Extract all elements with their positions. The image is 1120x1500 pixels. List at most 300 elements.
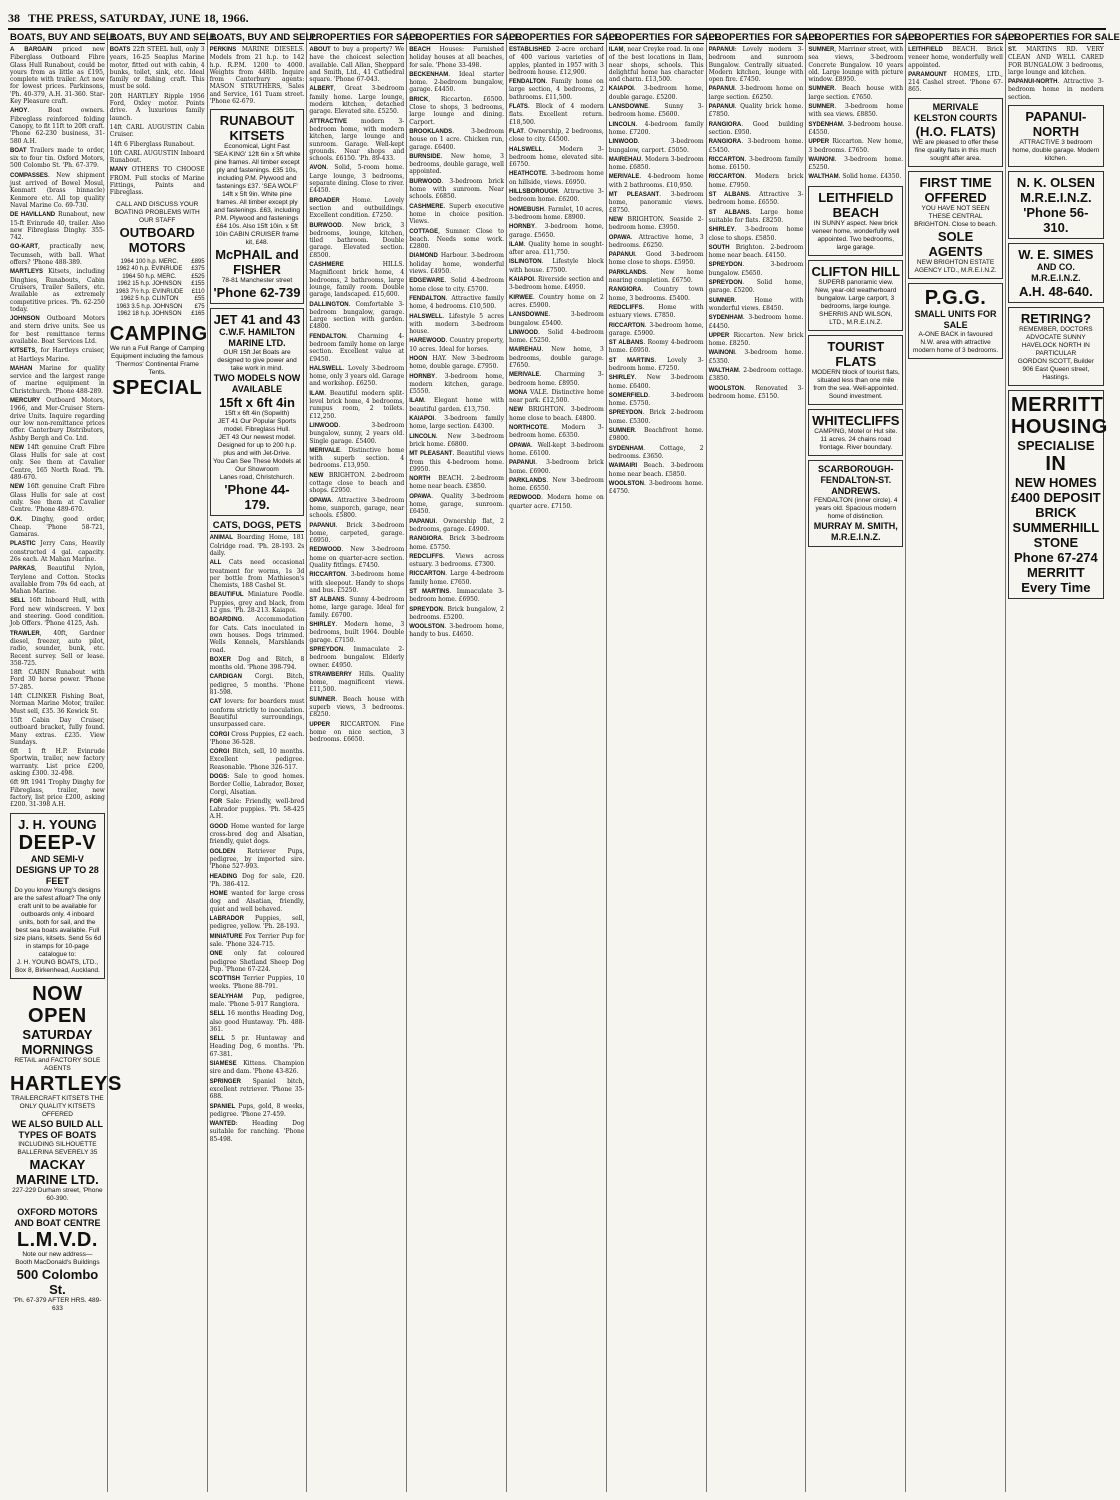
- classified-ad: BROADER Home. Lovely section and outbuildings. Excellent condition. £7250.: [309, 196, 405, 220]
- display-line: (H.O. FLATS): [915, 123, 996, 139]
- classified-ad: HEADING Dog for sale, £20. 'Ph. 386-412.: [209, 872, 305, 888]
- classified-ad: PLASTIC Jerry Cans, Heavily constructed 4 gal. capacity. 26s each. At Mahan Marine.: [10, 540, 105, 563]
- classified-ad: SPREYDON. Brick bungalow, 2 bedrooms. £5200.: [409, 605, 504, 621]
- display-line: MERRITT: [1026, 565, 1085, 581]
- display-line: SUPERB panoramic view. New, year-old weatherboard bungalow. Large carport, 3 bedrooms, large lounge.: [815, 278, 897, 310]
- classified-ad: A BARGAIN priced new Fiberglass Outboard Fibre Glass Hull Runabout, could be yours from as little as £195, complete with trailer. Act now for lowest prices. Parkinsons, 'Ph. 40-379, A.H. 31-360. Star-Key Pleasure craft.: [10, 46, 105, 106]
- column-9: [806, 32, 921, 1492]
- classified-ad: FENDALTON. Charming 4-bedroom family home on large section. Excellent value at £9450.: [309, 332, 405, 363]
- display-advertisement: [1008, 307, 1104, 386]
- column-heading: PROPERTIES FOR SALE: [309, 32, 422, 43]
- classified-ad: PARKAS, Beautiful Nylon, Terylene and Cotton. Stocks available from 79s 6d each, at Mahan Marine.: [10, 565, 105, 596]
- price-row: [110, 266, 205, 274]
- classified-ad: KITSETS, for Hartleys cruiser, at Hartleys Marine.: [10, 347, 105, 363]
- classified-ad: ST MARTINS. Lovely 3-bedroom home. £7250.: [608, 356, 704, 372]
- classified-ad: HEATHCOTE. 3-bedroom home on hillside, views. £6950.: [508, 170, 604, 186]
- classified-ad: WOOLSTON. 3-bedroom home, handy to bus. £4650.: [409, 623, 504, 639]
- display-line: CAMPING, Motel or Hut site. 11 acres. 24 chains road frontage. River boundary.: [814, 427, 898, 451]
- display-line: RETAIL and FACTORY SOLE AGENTS: [14, 1056, 101, 1072]
- display-line: 'SEA KING' 12ft 6in x 5ft white pine frames. All timber except ply and fastenings. £35 10s, including P.M. Plywood and fastenings £37. 'SEA WOLF' 14ft x 5ft 9in. White pine frames. All timber except ply and fastenings. £63, including P.M. Plywood and fastenings £64 10s. Also 15ft 10in. x 5ft 10in CABIN CRUISER frame kit, £48.: [213, 151, 301, 247]
- classified-ad: HOON HAY. New 3-bedroom home, double garage. £7950.: [409, 354, 504, 371]
- classified-ad: ALL Cats need occasional treatment for worms, 1s 3d per bottle from Mathieson's Chemists, 188 Cashel St.: [209, 559, 305, 590]
- classified-ad: LANSDOWNE. Sunny 3-bedroom home. £5600.: [608, 103, 704, 119]
- column-heading: PROPERTIES FOR SALE: [908, 32, 1021, 43]
- classified-ad: SOUTH Brighton. 2-bedroom home near beach. £4150.: [708, 243, 804, 260]
- classified-ad: RANGIORA. Brick 3-bedroom home. £5750.: [409, 535, 504, 551]
- display-advertisement: [10, 982, 122, 1203]
- column-heading: PROPERTIES FOR SALE: [508, 32, 621, 43]
- classified-ad: WALTHAM. Solid home. £4350.: [808, 173, 902, 181]
- classified-ad: DOGS: Sale to good homes. Border Collie, Labrador, Boxer, Corgi, Alsatian.: [209, 772, 305, 796]
- classified-ad: BEACH Houses: Furnished holiday houses at all beaches, for sale. 'Phone 33-498.: [409, 46, 504, 69]
- classified-ad: HOMEBUSH. Farmlet, 10 acres, 3-bedroom home. £8900.: [508, 205, 604, 221]
- classified-ad: LINCOLN. New 3-bedroom brick home. £6800.: [409, 432, 504, 448]
- display-advertisement: [808, 335, 903, 405]
- display-advertisement: [110, 259, 205, 319]
- classified-ad: SCOTTISH Terrier Puppies, 10 weeks. 'Phone 88-791.: [209, 975, 305, 991]
- display-line: OUR 15ft Jet Boats are designed to give power and take work in mind.: [217, 349, 297, 373]
- masthead: [8, 6, 1106, 30]
- display-line: REMEMBER, DOCTORS ADVOCATE SUNNY HAVELOCK NORTH IN PARTICULAR: [1019, 326, 1093, 358]
- classified-ad: MERIVALE. 4-bedroom home with 2 bathrooms. £10,950.: [608, 173, 704, 189]
- classified-ad: WAINONI. 3-bedroom home. £5250.: [808, 155, 904, 172]
- classified-ad: AVON. Solid, 5-room home. Large lounge, 3 bedrooms, separate dining. Close to river. £4450.: [309, 164, 405, 195]
- classified-ad: ESTABLISHED 2-acre orchard of 400 various varieties of apples, planted in 1957 with 3 bedroom house. £12,900.: [508, 46, 604, 76]
- price-row: [110, 296, 205, 304]
- display-advertisement: [808, 460, 903, 547]
- classified-ad: BOARDING. Accommodation for Cats. Cats inoculated in own houses. Dogs trimmed. Wells Kennels, Marshlands road.: [209, 616, 305, 654]
- classified-ad: BURNSIDE. New home, 3 bedrooms, double garage, well appointed.: [409, 152, 504, 176]
- display-line: STONE: [1033, 535, 1079, 551]
- display-line: RETIRING?: [1020, 311, 1091, 327]
- classified-ad: SPREYDON. Immaculate 2-bedroom bungalow. Elderly owner. £4950.: [309, 645, 405, 669]
- display-line: FENDALTON (inner circle). 4 years old. Spacious modern home of distinction.: [813, 496, 898, 520]
- classified-ad: HALSWELL. Lifestyle 5 acres with modern 3-bedroom house.: [409, 312, 504, 336]
- display-line: SCARBOROUGH-FENDALTON-ST. ANDREWS.: [818, 463, 894, 496]
- classified-ad: BOAT Trailers made to order, six to four tin. Oxford Motors, 500 Colombo St. 'Ph. 67-379.: [10, 146, 105, 170]
- classified-ad: ABOUT to buy a property? We have the choicest selection available. Call Allan, Sheppard and Smith, Ltd., 41 Cathedral square. 'Phone 67-043.: [309, 46, 405, 84]
- display-line: IN: [1045, 453, 1067, 476]
- display-line: 15ft x 6ft 4in (Sopwith): [224, 410, 290, 418]
- classified-ad: ST ALBANS. Large home suitable for flats. £8250.: [708, 208, 804, 224]
- display-advertisement: [808, 409, 903, 456]
- classified-ad: PERKINS MARINE DIESELS. Models from 21 h.p. to 142 h.p. R.P.M. 1200 to 4000. Weights from 448lb. Inquire from Canterbury agents: MASON STRUTHERS, Sales and Service, 161 Tuam street. 'Phone 62-679.: [209, 46, 305, 106]
- display-line: MODERN block of tourist flats, situated less than one mile from the sea. Well-appointed. Sound investment.: [811, 368, 900, 400]
- display-line: C.W.F. HAMILTON MARINE LTD.: [219, 327, 295, 349]
- item-name: 1964 100 h.p. MERC.: [120, 258, 179, 265]
- classified-ad: PAPANUI. Ownership flat, 2 bedrooms, garage. £4900.: [409, 517, 504, 533]
- classified-ad: KAIAPOI. Riverside section and 3-bedroom home. £4950.: [508, 276, 604, 292]
- classified-ad: 18ft CABIN Runabout with Ford 30 horse power. 'Phone 57-285.: [10, 669, 105, 691]
- display-line: INCLUDING SILHOUETTE BALLERINA SEVERELY 35: [17, 1140, 98, 1156]
- classified-ad: PAPANUI. Quality brick home. £7850.: [708, 103, 804, 119]
- classified-ad: CORGI Bitch, sell, 10 months. Excellent pedigree. Reasonable. 'Phone 326-517.: [209, 748, 305, 771]
- display-line: CLIFTON HILL: [811, 263, 901, 279]
- classified-ad: RICCARTON. 3-bedroom family home. £6150.: [708, 155, 804, 172]
- classified-ad: BURWOOD. New brick, 3 bedrooms, lounge, kitchen, tiled bathroom. Double garage. Elevated section. £8500.: [309, 221, 405, 259]
- classified-ad: CAT lovers: for boarders must conform strictly to inoculation. Beautiful surroundings, unsurpassed care.: [209, 698, 305, 729]
- classified-ad: SYDENHAM. Cottage, 2 bedrooms. £3650.: [608, 444, 704, 460]
- display-line: MERIVALE KELSTON COURTS: [913, 101, 998, 123]
- display-line: We run a Full Range of Camping Equipment including the famous 'Thermos' Continental Frame Tents.: [109, 344, 205, 376]
- classified-ad: GOLDEN Retriever Pups, pedigree, by imported sire. 'Phone 527-993.: [209, 847, 305, 871]
- classified-ad: ST MARTINS. Immaculate 3-bedroom home. £6950.: [409, 588, 504, 604]
- display-line: OUTBOARD MOTORS: [119, 224, 195, 255]
- display-line: 227-229 Durham street, 'Phone 60-390.: [12, 1186, 103, 1202]
- display-line: YOU HAVE NOT SEEN THESE CENTRAL BRIGHTON. Close to beach.: [914, 204, 998, 228]
- column-6: [507, 32, 621, 1492]
- display-advertisement: [908, 283, 1003, 359]
- display-line: JET 41 and 43: [213, 312, 301, 328]
- item-name: 1963 7½ h.p. EVINRUDE: [115, 288, 184, 295]
- display-line: FIRST TIME OFFERED: [919, 174, 992, 205]
- price-row: [110, 281, 205, 289]
- classified-ad: ST ALBANS. Attractive 3-bedroom home. £6550.: [708, 191, 804, 207]
- classified-ad: SPREYDON. 3-bedroom bungalow. £5650.: [708, 261, 804, 277]
- column-4: [307, 32, 422, 1492]
- classified-ad: ILAM, near Creyke road. In one of the best locations in Ilam, near shops, schools. This delightful home has character and charm. £13,500.: [608, 46, 704, 84]
- price-table: [110, 259, 205, 319]
- price-row: [110, 259, 205, 267]
- display-line: SPECIAL: [112, 376, 203, 399]
- classified-ad: UPPER Riccarton. New home, 3 bedrooms. £7650.: [808, 138, 904, 154]
- display-line: WE ALSO BUILD ALL TYPES OF BOATS: [11, 1118, 104, 1140]
- display-advertisement: [210, 109, 305, 304]
- display-line: PAPANUI-NORTH: [1025, 109, 1087, 140]
- classified-ad: PAPANUI. Brick 3-bedroom home, carpeted, garage. £6950.: [309, 521, 405, 545]
- classified-ad: UPPER Riccarton. New brick home. £8250.: [708, 331, 804, 348]
- column-heading: PROPERTIES FOR SALE: [708, 32, 821, 43]
- display-line: HOUSING: [1010, 416, 1108, 439]
- classified-ad: PAPANUI. Good 3-bedroom home close to shops. £5950.: [608, 251, 704, 267]
- classified-ad: MAIREHAU. New home, 3 bedrooms, double garage. £7650.: [508, 346, 604, 369]
- item-price: £165: [191, 311, 205, 318]
- classified-ad: EDGEWARE. Solid 4-bedroom home close to city. £5700.: [409, 277, 504, 293]
- display-advertisement: [808, 186, 903, 256]
- newspaper-page: [8, 6, 1120, 1494]
- newspaper-dateline: THE PRESS, SATURDAY, JUNE 18, 1966.: [28, 11, 249, 25]
- classified-ad: BROOKLANDS. 3-bedroom house on 1 acre. Chicken run, garage. £6400.: [409, 127, 504, 151]
- price-row: [110, 304, 205, 312]
- item-name: 1962 18 h.p. JOHNSON: [117, 311, 182, 318]
- classified-ad: SYDENHAM. 3-bedroom house. £4550.: [808, 120, 904, 136]
- classified-ad: SUMNER. 3-bedroom home with sea views. £8850.: [808, 103, 904, 119]
- classified-ad: DIAMOND Harbour. 3-bedroom holiday home, wonderful views. £4950.: [409, 252, 504, 276]
- classified-ad: MERCURY Outboard Motors, 1966, and Mer-Cruiser Stern-drive Units. Inquire regarding our low non-remittance prices offer. Canterbury Distributors, Ashby Bergh and Co. Ltd.: [10, 397, 105, 442]
- classified-ad: ST ALBANS. Roomy 4-bedroom home. £6950.: [608, 339, 704, 355]
- classified-ad: LINCOLN. 4-bedroom family home. £7200.: [608, 120, 704, 136]
- display-line: 'Ph. 67-379 AFTER HRS. 489-633: [13, 1296, 102, 1312]
- classified-ad: HORNBY. 3-bedroom home, modern kitchen, garage. £5550.: [409, 372, 504, 396]
- display-line: A.H. 48-640.: [1019, 284, 1093, 300]
- item-price: £110: [191, 288, 205, 295]
- item-price: £895: [191, 258, 205, 265]
- classified-ad: WOOLSTON. 3-bedroom home. £4750.: [608, 479, 704, 496]
- display-line: MERRITT: [1010, 394, 1104, 417]
- display-line: ATTRACTIVE 3 bedroom home, double garage. Modern kitchen.: [1012, 139, 1100, 163]
- item-name: 1962 15 h.p. JOHNSON: [117, 281, 182, 288]
- classified-ad: 15ft Cabin Day Cruiser, outboard bracket, fully found. Many extras. £235. View Sundays.: [10, 716, 105, 746]
- classified-ad: MT PLEASANT. Beautiful views from this 4-bedroom home. £9950.: [409, 450, 504, 473]
- display-advertisement: [1008, 390, 1108, 599]
- classified-ad: HORNBY. 3-bedroom home, garage. £5650.: [508, 223, 604, 239]
- display-line: N. K. OLSEN: [1016, 175, 1095, 191]
- classified-ad: NEW 16ft genuine Craft Fibre Glass Hulls for sale at cost only. See them at Cavalier Centre. 'Phone 489-670.: [10, 483, 105, 514]
- classified-ad: BOXER Dog and Bitch, 8 months old. 'Phone 398-794.: [209, 655, 305, 672]
- classified-ad: KIRWEE. Country home on 2 acres. £5900.: [508, 293, 604, 309]
- classified-ad: RICCARTON. 3-bedroom home, garage. £5900.: [608, 321, 704, 337]
- classified-ad: 14ft 6 Fiberglass Runabout.: [109, 140, 195, 148]
- classified-ad: BRICK, Riccarton. £6500. Close to shops, 3 bedrooms, large lounge and dining. Carport.: [409, 95, 504, 126]
- classified-ad: NEW BRIGHTON. 3-bedroom home close to beach. £4800.: [508, 406, 604, 422]
- classified-ad: OPAWA. Well-kept 3-bedroom home. £6100.: [508, 441, 604, 457]
- display-line: TOURIST FLATS: [827, 338, 885, 369]
- item-name: 1963 3.5 h.p. JOHNSON: [116, 303, 183, 310]
- display-line: A-ONE BACK in favoured N.W. area with attractive modern home of 3 bedrooms.: [912, 330, 999, 354]
- display-line: JET 41 Our Popular Sports model. Fibreglass Hull.: [218, 418, 296, 434]
- classified-ad: JOHNSON Outboard Motors and stern drive units. See us for best remittance terms available. Boat Services Ltd.: [10, 315, 105, 345]
- display-line: OXFORD MOTORS AND BOAT CENTRE: [14, 1206, 101, 1228]
- classified-ad: SUMNER. Beach house with superb views, 3 bedrooms. £8250.: [309, 695, 405, 719]
- column-heading: BOATS, BUY AND SELL: [10, 32, 118, 43]
- classified-ad: SUMNER. Home with wonderful views. £8450.: [708, 296, 804, 312]
- display-advertisement: [808, 260, 903, 331]
- display-line: £400 DEPOSIT: [1011, 490, 1101, 506]
- classified-ad: 20ft HARTLEY Ripple 1956 Ford, Oxley motor. Points drive. A luxurious family launch.: [109, 92, 205, 122]
- display-line: MACKAY MARINE LTD.: [15, 1156, 99, 1187]
- display-line: AND SEMI-V DESIGNS UP TO 28 FEET: [16, 853, 99, 886]
- display-line: GORDON SCOTT, Builder: [1017, 358, 1094, 366]
- display-line: 500 Colombo St.: [16, 1266, 99, 1297]
- classified-ad: DALLINGTON. Comfortable 3-bedroom bungalow, garage. Large section with garden. £4800.: [309, 300, 405, 331]
- classified-ad: WALTHAM. 2-bedroom cottage. £3850.: [708, 366, 804, 383]
- classified-ad: WANTED: Heading Dog suitable for ranching. 'Phone 85-498.: [209, 1120, 305, 1143]
- classified-ad: 6ft 9ft 1941 Trophy Dinghy for Fibreglass, trailer, new factory, list price £200, asking £200. 31-398 A.H.: [10, 779, 105, 809]
- display-line: Lanes road, Christchurch.: [219, 474, 295, 482]
- classified-ad: COTTAGE, Sumner. Close to beach. Needs some work. £2800.: [409, 227, 504, 251]
- column-2: [108, 32, 218, 1492]
- classified-ad: HOME wanted for large cross dog and Alsatian, friendly, quiet and well behaved.: [209, 890, 305, 913]
- classified-ad: RANGIORA. 3-bedroom home. £5450.: [708, 138, 804, 154]
- display-advertisement: [908, 98, 1003, 167]
- display-line: SPECIALISE: [1017, 438, 1095, 454]
- classified-ad: 6ft 1 ft H.P. Evinrude Sportwin, trailer, new factory warranty. List price £200, asking £300. 32-498.: [10, 748, 105, 778]
- classified-ad: MERIVALE. Charming 3-bedroom home. £8950.: [508, 371, 604, 387]
- display-line: Economical, Light Fast: [224, 143, 290, 151]
- display-line: J. H. YOUNG BOATS, LTD., Box 8, Birkenhead, Auckland.: [14, 958, 100, 974]
- classified-ad: SPREYDON. Solid home, garage. £5200.: [708, 279, 804, 295]
- display-line: TRAILERCRAFT KITSETS THE ONLY QUALITY KITSETS OFFERED: [11, 1094, 104, 1118]
- display-line: CALL AND DISCUSS YOUR BOATING PROBLEMS WITH OUR STAFF: [114, 200, 200, 224]
- classified-ad: LANSDOWNE. 3-bedroom bungalow. £5400.: [508, 311, 604, 327]
- display-line: MURRAY M. SMITH, M.R.E.I.N.Z.: [813, 520, 898, 542]
- classified-ad: MONA VALE. Distinctive home near park. £12,500.: [508, 388, 604, 405]
- classified-ad: WOOLSTON. Renovated 3-bedroom home. £5150.: [708, 384, 804, 400]
- display-line: TWO MODELS NOW AVAILABLE: [213, 373, 301, 395]
- classified-ad: MERIVALE. Distinctive home with superb section. 4 bedrooms. £13,950.: [309, 446, 405, 470]
- display-line: McPHAIL and FISHER: [215, 247, 299, 278]
- classified-ad: PARKLANDS. New home nearing completion. £6750.: [608, 268, 704, 285]
- item-name: 1964 50 h.p. MERC.: [122, 273, 177, 280]
- display-line: HARTLEYS: [10, 1072, 122, 1095]
- price-row: [110, 311, 205, 319]
- item-price: £75: [194, 303, 205, 310]
- classified-ad: RANGIORA. Country town home, 3 bedrooms. £5400.: [608, 286, 704, 302]
- classified-ad: ALBERT, Great 3-bedroom family home. Large lounge, modern kitchen, detached garage. Elevated site. £5250.: [309, 85, 405, 116]
- classified-ad: SIAMESE Kittens. Champion sire and dam. 'Phone 43-826.: [209, 1060, 305, 1076]
- item-name: 1962 5 h.p. CLINTON: [120, 296, 179, 303]
- display-line: NEW BRIGHTON ESTATE AGENCY LTD., M.R.E.I.N.Z.: [914, 258, 997, 274]
- classified-ad: SPRINGER Spaniel bitch, excellent retriever. 'Phone 35-688.: [209, 1077, 305, 1101]
- column-heading: PROPERTIES FOR SALE: [808, 32, 921, 43]
- classified-ad: RICCARTON. Large 4-bedroom family home. £7650.: [409, 570, 504, 586]
- display-line: IN SUNNY aspect. New brick veneer home, wonderfully well appointed. Two bedrooms, large garage.: [812, 219, 900, 251]
- classified-ad: KAIAPOI. 3-bedroom home, double garage. £5200.: [608, 85, 704, 101]
- display-line: 906 East Queen street, Hastings.: [1022, 366, 1090, 382]
- classified-ad: SOMERFIELD. 3-bedroom home. £5750.: [608, 391, 704, 408]
- display-advertisement: [1008, 171, 1104, 239]
- display-line: BRICK: [1035, 505, 1077, 521]
- page-number: 38: [8, 11, 20, 25]
- display-line: WE are pleased to offer these fine quality flats in this much sought after area.: [912, 138, 999, 162]
- classified-ad: OPAWA. Attractive home, 3 bedrooms. £6250.: [608, 233, 704, 249]
- classified-ad: CORGI Cross Puppies, £2 each. 'Phone 36-528.: [209, 730, 305, 746]
- price-row: [110, 289, 205, 297]
- classified-ad: 14ft CLINKER Fishing Boat, Norman Marine Motor, trailer. Must sell, £35. 36 Kewick St.: [10, 693, 105, 715]
- display-line: W. E. SIMES: [1018, 247, 1094, 263]
- item-price: £55: [194, 296, 205, 303]
- classified-ad: SHIRLEY. Modern home, 3 bedrooms, built 1964. Double garage. £7150.: [309, 621, 405, 644]
- column-heading: BOATS, BUY AND SELL: [209, 32, 318, 43]
- display-line: SMALL UNITS FOR SALE: [914, 308, 997, 330]
- classified-ad: MANY OTHERS TO CHOOSE FROM. Full stocks of Marine Fittings, Paints and Fibreglass.: [109, 166, 205, 197]
- classified-ad: FLATS. Block of 4 modern flats. Excellent return. £18,500.: [508, 103, 604, 126]
- classified-ad: SELL 16ft Inboard Hull, with Ford new windscreen. V box and steering. Good condition. Job Offers. 'Phone 4125, Ash.: [10, 597, 105, 628]
- display-line: P.G.G.: [924, 286, 987, 309]
- column-7: [607, 32, 721, 1492]
- classified-ad: O.K. Dinghy, good order, Cheap. 'Phone 58-721, Gamaras.: [10, 515, 105, 539]
- classified-ad: LEITHFIELD BEACH. Brick veneer home, wonderfully well appointed.: [908, 46, 1003, 69]
- display-line: NOW OPEN: [28, 982, 87, 1027]
- classified-ad: CASHMERE HILLS. Magnificent brick home, 4 bedrooms, 2 bathrooms, large lounge, family room. Double garage, landscaped. £15,600.: [309, 261, 405, 299]
- classified-ad: SUMNER, Marriner street, with sea views, 3-bedroom Concrete Bungalow. 10 years old. Large lounge with picture window. £8950.: [808, 46, 904, 84]
- display-line: SHERRIS AND WILSON, LTD., M.R.E.I.N.Z.: [819, 310, 893, 326]
- display-line: J. H. YOUNG: [18, 816, 97, 832]
- column-heading: PROPERTIES FOR SALE: [409, 32, 522, 43]
- section-heading: CATS, DOGS, PETS: [210, 520, 305, 532]
- classified-ad: LABRADOR Puppies, sell, pedigree, yellow. 'Ph. 28-193.: [209, 915, 305, 931]
- classified-ad: COMPASSES. New shipment just arrived of Bowel Mosul, Kenmatt (brass binnacle) Kenmore etc. All top quality Naval Marine Co. 69-730.: [10, 171, 105, 209]
- classified-ad: FLAT. Ownership, 2 bedrooms, close to city. £4500.: [508, 127, 604, 144]
- classified-ad: CASHMERE. Superb executive home in choice position. Views.: [409, 202, 504, 226]
- item-price: £155: [191, 281, 205, 288]
- display-line: 15ft x 6ft 4in: [219, 395, 295, 411]
- column-5: [407, 32, 522, 1492]
- classified-ad: NEW 14ft genuine Craft Fibre Glass Hulls for sale at cost only. See them at Cavalier Centre, 165 North Road. 'Ph. 489-670.: [10, 443, 105, 482]
- display-line: AND CO. M.R.E.I.N.Z.: [1031, 262, 1081, 284]
- display-advertisement: [10, 1207, 105, 1313]
- classified-ad: MAHAN Marine for quality service and the largest range of marine equipment in Christchurch. 'Phone 488-289.: [10, 364, 105, 395]
- classified-ad: MT PLEASANT. 3-bedroom home, panoramic views. £8750.: [608, 191, 704, 214]
- classified-ad: PAPANUI. 3-bedroom home on large section. £6250.: [708, 85, 804, 101]
- classified-ad: KAIAPOI. 3-bedroom family home, large section. £4300.: [409, 415, 504, 431]
- classified-ad: HAREWOOD. Country property, 10 acres. Ideal for horses.: [409, 337, 504, 353]
- classified-ad: HALSWELL. Modern 3-bedroom home, elevated site. £6750.: [508, 145, 604, 169]
- classified-ad: ILAM. Quality home in sought-after area. £11,750.: [508, 240, 604, 257]
- classified-ad: ATTRACTIVE modern 3-bedroom home, with modern kitchen, large lounge and sunroom. Garage. Well-kept grounds. Near shops and schools. £6150. 'Ph. 89-433.: [309, 117, 405, 163]
- classified-ad: PAPANUI: Lovely modern 3-bedroom and sunroom Bungalow. Centrally situated. Modern kitchen, lounge with open fire. £7450.: [708, 46, 804, 84]
- display-advertisement: [210, 308, 305, 516]
- classified-ad: REDCLIFFS. Home with estuary views. £7850.: [608, 303, 704, 320]
- classified-ad: ANIMAL Boarding Home, 181 Colridge road. 'Ph. 28-193. 2s daily.: [209, 534, 305, 557]
- classified-ad: REDCLIFFS. Views across estuary. 3 bedrooms. £7300.: [409, 552, 504, 569]
- display-line: Every Time: [1021, 580, 1091, 596]
- classified-ad: ST ALBANS. Sunny 4-bedroom home, large garage. Ideal for family. £6700.: [309, 596, 405, 619]
- classified-columns: [8, 32, 1120, 1492]
- column-heading: PROPERTIES FOR SALE: [1007, 32, 1120, 43]
- classified-ad: SELL 5 pr. Huntaway and Heading Dog, 6 months. 'Ph. 67-381.: [209, 1035, 305, 1058]
- classified-ad: NORTHCOTE. Modern 3-bedroom home. £6350.: [508, 424, 604, 440]
- classified-ad: SYDENHAM. 3-bedroom home. £4450.: [708, 314, 804, 330]
- column-3: [208, 32, 318, 1492]
- classified-ad: ILAM. Beautiful modern split-level brick home, 4 bedrooms, rumpus room, 2 toilets. £12,250.: [309, 389, 405, 420]
- classified-ad: FENDALTON. Family home on large section, 4 bedrooms, 2 bathrooms. £11,500.: [508, 78, 604, 101]
- classified-ad: BECKENHAM. Ideal starter home. 2-bedroom bungalow, garage. £4450.: [409, 70, 504, 94]
- classified-ad: CARDIGAN Corgi. Bitch, pedigree, 5 months. 'Phone 81-598.: [209, 673, 305, 697]
- display-line: RUNABOUT KITSETS: [219, 113, 295, 144]
- classified-ad: NEW BRIGHTON. 2-bedroom cottage close to beach and shops. £2950.: [309, 471, 405, 495]
- classified-ad: GOOD Home wanted for large cross-bred dog and Alsatian, friendly, quiet dogs.: [209, 822, 305, 846]
- classified-ad: FOR Sale: Friendly, well-bred Labrador puppies. 'Ph. 58-425 A.H.: [209, 797, 305, 821]
- display-line: Booth MacDonald's Buildings: [15, 1258, 100, 1266]
- display-line: Do you know Young's designs are the safest afloat? The only craft unit to be available for outboards only. 4 inboard units, both for sail, and the best sea boats available. Full size plans, kitsets. Send 5s 6d in stamps for 10-page catalogue to:: [13, 886, 102, 958]
- classified-ad: STRAWBERRY Hills. Quality home, magnificent views. £11,500.: [309, 670, 405, 694]
- classified-ad: RANGIORA. Good building section. £950.: [708, 120, 804, 136]
- display-advertisement: [10, 813, 105, 979]
- classified-ad: NEW BRIGHTON. Seaside 2-bedroom home. £3950.: [608, 215, 704, 232]
- classified-ad: SHIRLEY. 3-bedroom home close to shops. £5850.: [708, 226, 804, 242]
- display-advertisement: [1008, 105, 1104, 167]
- classified-ad: RICCARTON. 3-bedroom home with sleepout. Handy to shops and bus. £5250.: [309, 571, 405, 594]
- price-row: [110, 274, 205, 282]
- display-line: JET 43 Our newest model. Designed for up to 200 h.p. plus and with Jet-Drive.: [217, 434, 297, 458]
- classified-ad: BEAUTIFUL Miniature Poodle. Puppies, grey and black, from 12 gns. 'Ph. 28-213. Kaiapoi.: [209, 591, 305, 615]
- classified-ad: SPREYDON. Brick 2-bedroom home. £5300.: [608, 409, 704, 425]
- classified-ad: HILLSBOROUGH. Attractive 3-bedroom home. £6200.: [508, 188, 604, 204]
- column-11: [1006, 32, 1120, 1492]
- classified-ad: PAPANUI-NORTH. Attractive 3-bedroom home in modern section.: [1007, 78, 1104, 101]
- display-advertisement: [908, 171, 1003, 279]
- classified-ad: FENDALTON. Attractive family home, 4 bedrooms. £10,500.: [409, 294, 504, 311]
- display-line: LEITHFIELD BEACH: [818, 189, 894, 220]
- classified-ad: SPANIEL Pups, gold, 8 weeks, pedigree. 'Phone 27-459.: [209, 1102, 305, 1118]
- classified-ad: SUMNER. Beach house with large section. £7650.: [808, 85, 904, 101]
- display-line: SATURDAY MORNINGS: [21, 1026, 94, 1057]
- display-line: NEW HOMES: [1015, 475, 1097, 491]
- classified-ad: LINWOOD. 3-bedroom bungalow, carport. £5050.: [608, 138, 704, 154]
- item-price: £525: [191, 273, 205, 280]
- display-line: DEEP-V: [18, 831, 97, 854]
- display-line: 'Phone 62-739: [213, 285, 301, 301]
- classified-ad: NORTH BEACH. 2-bedroom home near beach. £3850.: [409, 475, 504, 491]
- display-advertisement: [1008, 243, 1104, 303]
- classified-ad: BOATS 22ft STEEL hull, only 3 years, 16-25 Seaplus Marine motor, fitted out with cabin, 4 bunks, toilet, sink, etc. Ideal family or fishing craft. This must be sold.: [109, 46, 205, 91]
- display-line: CAMPING: [109, 322, 208, 345]
- classified-ad: PARKLANDS. New 3-bedroom home. £6550.: [508, 476, 604, 493]
- display-line: M.R.E.I.N.Z.: [1020, 190, 1092, 206]
- column-heading: BOATS, BUY AND SELL: [109, 32, 218, 43]
- classified-ad: UPPER RICCARTON. Fine home on nice section, 3 bedrooms. £6650.: [309, 720, 405, 744]
